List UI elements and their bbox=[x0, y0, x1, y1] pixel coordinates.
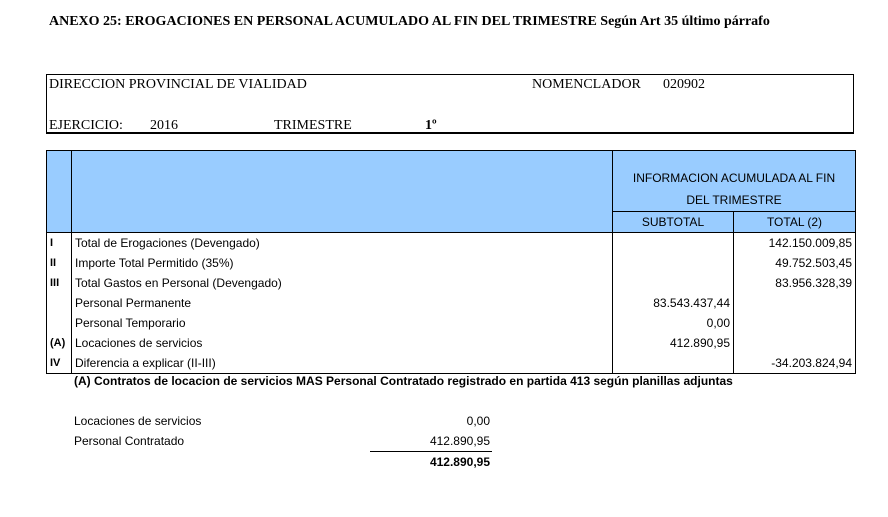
row-subtotal: 0,00 bbox=[613, 313, 734, 333]
trimestre-label: TRIMESTRE bbox=[274, 118, 352, 133]
table-header-row bbox=[47, 151, 856, 212]
row-subtotal bbox=[613, 253, 734, 273]
col-subtotal-header: SUBTOTAL bbox=[613, 212, 734, 233]
footnote-a: (A) Contratos de locacion de servicios MAS Personal Contratado registrado en partida 413 según planillas adjuntas bbox=[74, 374, 733, 388]
summary-label-contratado: Personal Contratado bbox=[74, 434, 185, 448]
header-code-cell bbox=[47, 151, 72, 212]
ejercicio-label: EJERCICIO: bbox=[49, 118, 123, 133]
row-total bbox=[734, 333, 856, 353]
table-row bbox=[47, 253, 856, 273]
summary-value-locaciones: 0,00 bbox=[466, 414, 490, 428]
col-total-header: TOTAL (2) bbox=[734, 212, 856, 233]
table-body bbox=[47, 233, 856, 374]
summary-value-contratado: 412.890,95 bbox=[429, 434, 490, 448]
row-label: Total Gastos en Personal (Devengado) bbox=[72, 273, 613, 293]
table-row bbox=[47, 293, 856, 313]
row-total bbox=[734, 293, 856, 313]
row-label: Total de Erogaciones (Devengado) bbox=[72, 233, 613, 254]
summary-total-line bbox=[370, 451, 492, 452]
nomenclador-value: 020902 bbox=[663, 77, 705, 92]
row-subtotal: 412.890,95 bbox=[613, 333, 734, 353]
title-subtitle: Según Art 35 último párrafo bbox=[600, 14, 770, 29]
table-subheader-row bbox=[47, 212, 856, 233]
row-subtotal bbox=[613, 273, 734, 293]
row-total: 49.752.503,45 bbox=[734, 253, 856, 273]
trimestre-value: 1º bbox=[425, 118, 437, 133]
info-acumulada-header bbox=[613, 151, 856, 212]
row-total: -34.203.824,94 bbox=[734, 353, 856, 374]
table-row bbox=[47, 313, 856, 333]
row-code: (A) bbox=[47, 333, 72, 353]
row-subtotal bbox=[613, 353, 734, 374]
summary-label-locaciones: Locaciones de servicios bbox=[74, 414, 202, 428]
table-row bbox=[47, 233, 856, 254]
organismo-name: DIRECCION PROVINCIAL DE VIALIDAD bbox=[49, 77, 307, 92]
nomenclador-label: NOMENCLADOR bbox=[532, 77, 641, 92]
header-concept-cell bbox=[72, 151, 613, 212]
summary-total: 412.890,95 bbox=[429, 455, 490, 469]
row-label: Importe Total Permitido (35%) bbox=[72, 253, 613, 273]
row-code bbox=[47, 293, 72, 313]
row-label: Locaciones de servicios bbox=[72, 333, 613, 353]
subheader-concept-cell bbox=[72, 212, 613, 233]
page-title bbox=[49, 14, 770, 30]
row-subtotal bbox=[613, 233, 734, 254]
ejercicio-value: 2016 bbox=[150, 118, 178, 133]
title-main: ANEXO 25: EROGACIONES EN PERSONAL ACUMULADO AL FIN DEL TRIMESTRE bbox=[49, 14, 597, 29]
info-header-line1: INFORMACION ACUMULADA AL FIN bbox=[632, 171, 836, 185]
row-total: 83.956.328,39 bbox=[734, 273, 856, 293]
info-header-line2: DEL TRIMESTRE bbox=[686, 193, 782, 207]
row-code: III bbox=[47, 273, 72, 293]
subheader-code-cell bbox=[47, 212, 72, 233]
table-row bbox=[47, 273, 856, 293]
erogaciones-table bbox=[46, 150, 856, 374]
row-label: Personal Permanente bbox=[72, 293, 613, 313]
row-code: I bbox=[47, 233, 72, 254]
row-label: Diferencia a explicar (II-III) bbox=[72, 353, 613, 374]
row-subtotal: 83.543.437,44 bbox=[613, 293, 734, 313]
row-total: 142.150.009,85 bbox=[734, 233, 856, 254]
row-code: II bbox=[47, 253, 72, 273]
table-row bbox=[47, 353, 856, 374]
row-code bbox=[47, 313, 72, 333]
row-code: IV bbox=[47, 353, 72, 374]
table-row bbox=[47, 333, 856, 353]
row-label: Personal Temporario bbox=[72, 313, 613, 333]
row-total bbox=[734, 313, 856, 333]
